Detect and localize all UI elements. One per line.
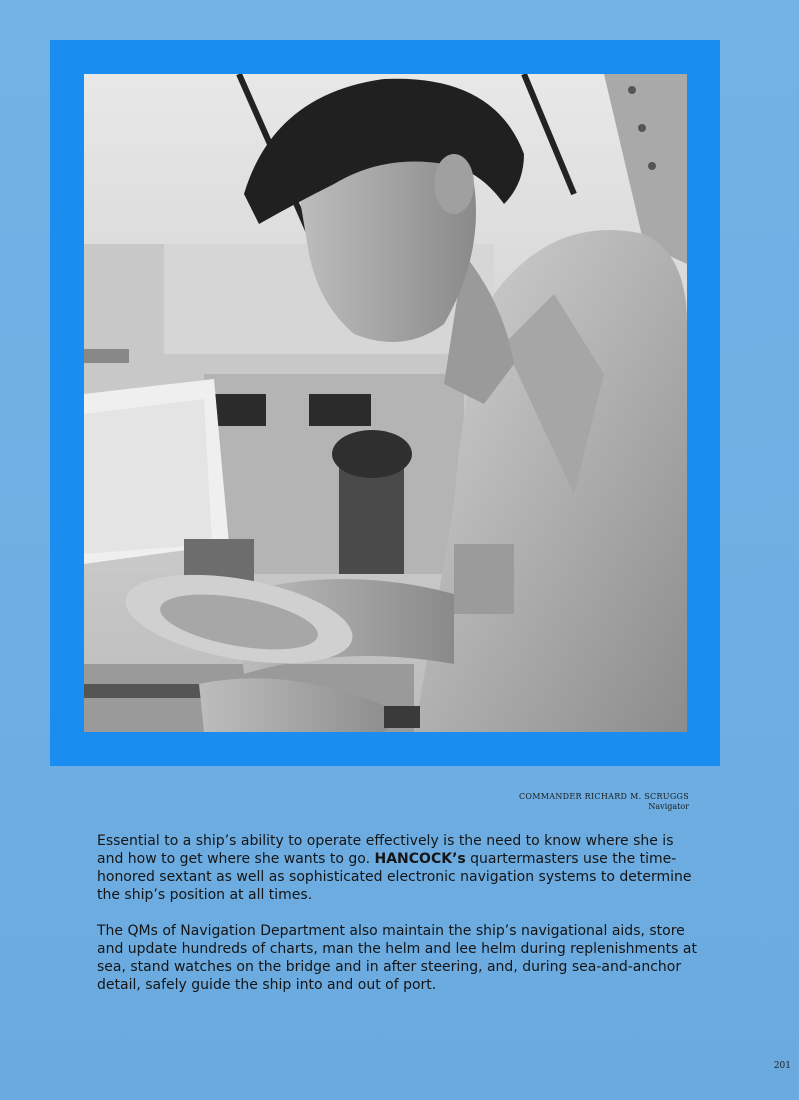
caption-role: Navigator [648, 802, 689, 811]
paragraph-1 [97, 832, 697, 904]
article-body [97, 832, 697, 1012]
paragraph-2: The QMs of Navigation Department also maintain the ship’s navigational aids, store and update hundreds of charts, man the helm and lee helm during replenishments at sea, stand watches on the bridge and in after steering, and, during sea-and-anchor detail, safely guide the ship into and out of port. [97, 923, 697, 993]
caption-name: COMMANDER RICHARD M. SCRUGGS [518, 792, 689, 801]
photo-caption [519, 792, 689, 812]
navigator-photo [84, 74, 687, 732]
ship-name: HANCOCK’s [374, 851, 466, 867]
navigator-photo-illustration [84, 74, 687, 732]
paragraph-1-start: Essential to a ship’s ability to operate effectively is the need to know where she is and how to get where she wants to go. [97, 833, 674, 867]
page-number: 201 [773, 1061, 791, 1071]
paragraph-1-end: quartermasters use the time-honored sextant as well as sophisticated electronic navigation systems to determine the ship’s position at all times. [97, 851, 692, 903]
